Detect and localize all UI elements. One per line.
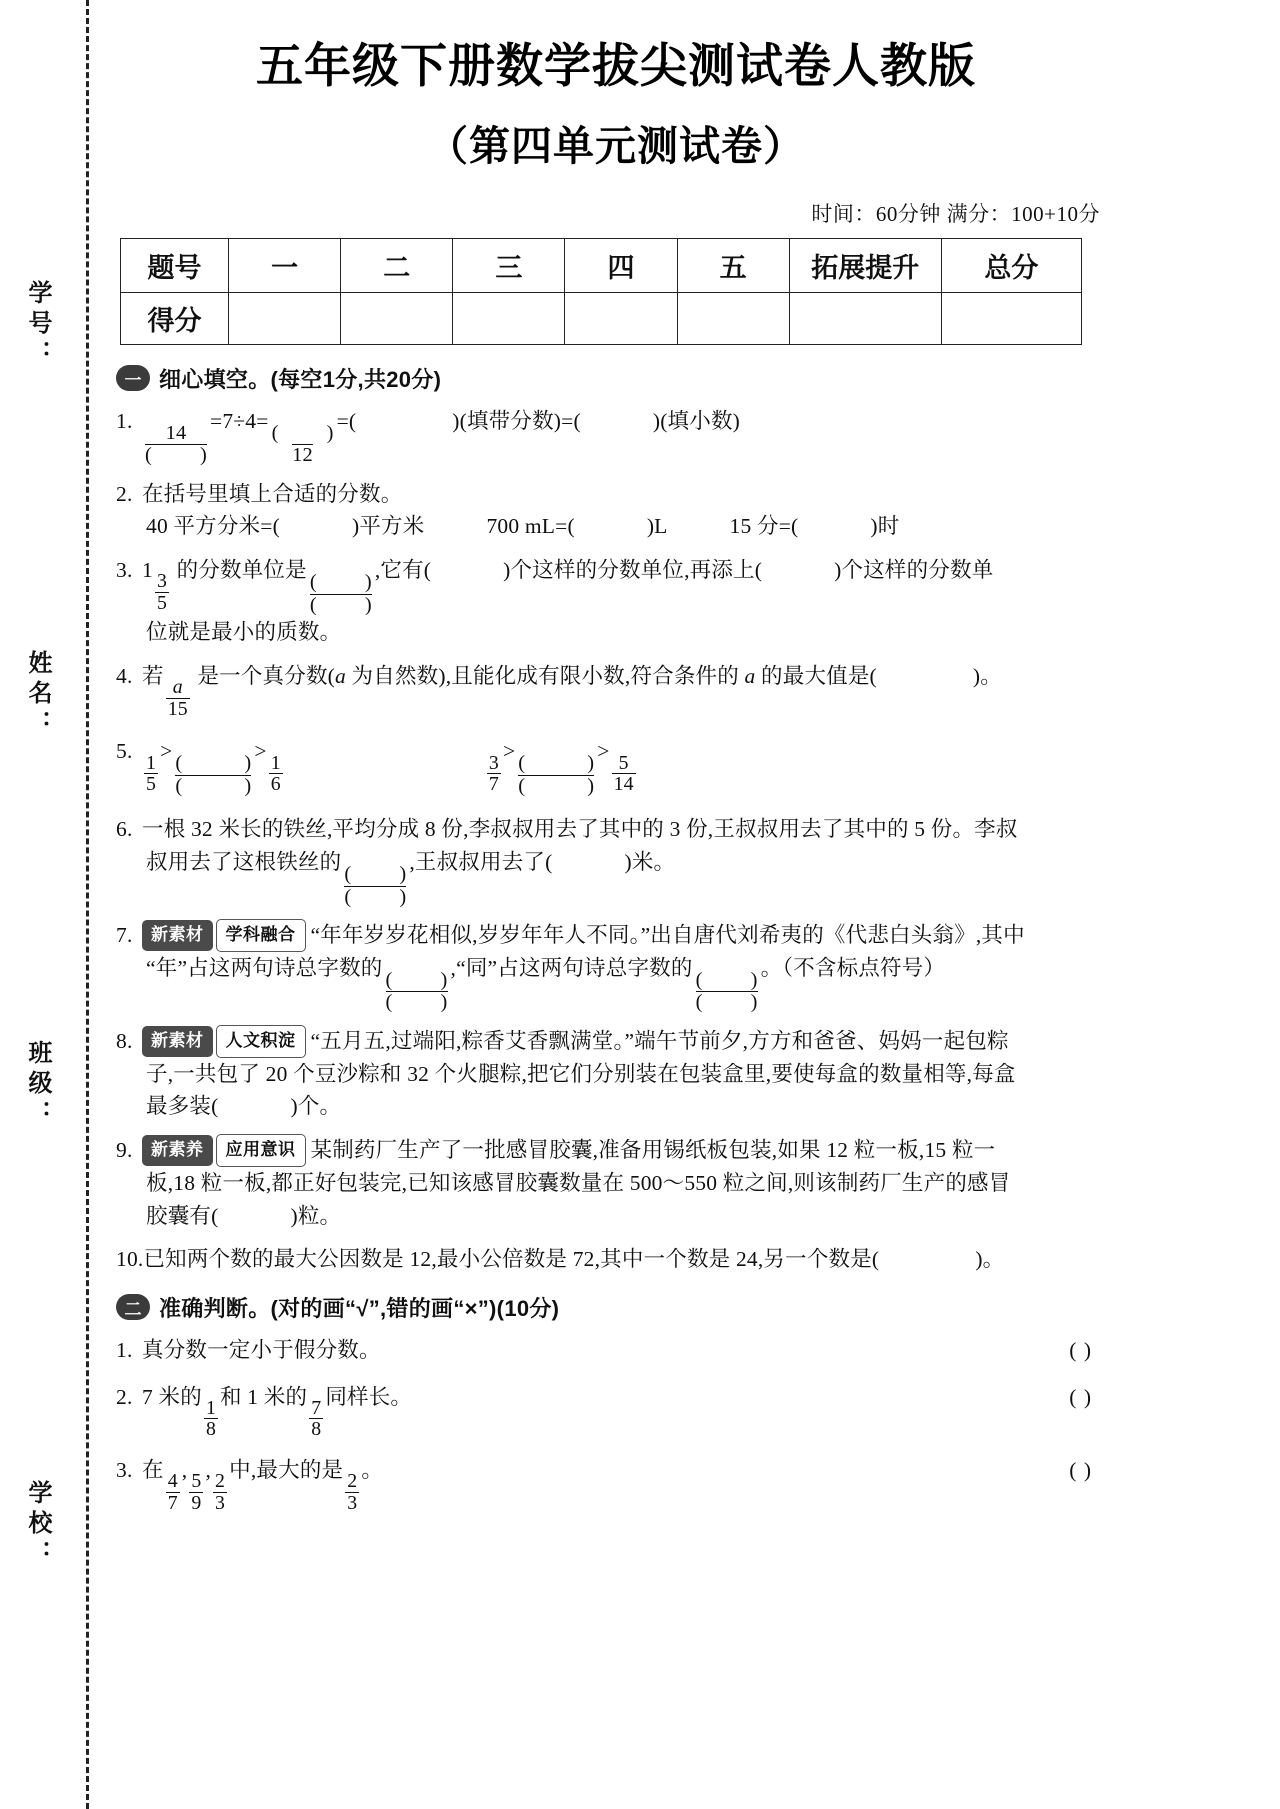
score-cell-1[interactable]: [229, 292, 341, 344]
q4-text-2: 为自然数),且能化成有限小数,符合条件的: [345, 663, 745, 688]
denominator: 5: [146, 773, 157, 796]
denominator: ( ): [518, 774, 595, 797]
score-cell-5[interactable]: [677, 292, 789, 344]
judge-question-1: [116, 1334, 1116, 1367]
q10-line-2: )。: [975, 1247, 1005, 1272]
q2-item-c-label: 15 分=(: [729, 514, 799, 539]
numerator: ( ): [309, 571, 372, 594]
fraction-a-over-15: [166, 677, 190, 719]
denominator: 12: [292, 444, 313, 467]
binding-dashed-line: [86, 0, 89, 1809]
question-1: [116, 405, 1116, 467]
question-number: 2.: [116, 481, 133, 506]
q3-text-2: ,它有(: [374, 558, 432, 583]
blank-fraction[interactable]: [696, 970, 758, 1014]
numerator: 1: [270, 751, 281, 774]
denominator: 9: [191, 1491, 202, 1514]
denominator: 5: [156, 591, 168, 614]
comma-1: ,: [181, 1458, 188, 1482]
q1-equation-part2: =(: [336, 408, 357, 433]
blank-fraction[interactable]: [175, 753, 251, 797]
denominator: 15: [167, 697, 188, 720]
q10-line-1: 已知两个数的最大公因数是 12,最小公倍数是 72,其中一个数是 24,另一个数是(: [143, 1247, 880, 1272]
q6-line-2a: 叔用去了这根铁丝的: [146, 849, 342, 874]
numerator: 3: [488, 751, 499, 774]
score-col-4: 四: [565, 238, 677, 292]
score-table-row-label-2: 得分: [121, 292, 229, 344]
q6-line-2c: )米。: [624, 849, 676, 874]
score-cell-4[interactable]: [565, 292, 677, 344]
q7-line-2a: “年”占这两句诗总字数的: [146, 955, 383, 980]
whole-part: 1: [142, 558, 153, 583]
denominator: ( ): [145, 444, 207, 467]
judge-q3-text-0: 在: [142, 1458, 164, 1482]
q3-text-4: )个这样的分数单: [834, 558, 994, 583]
score-cell-total[interactable]: [941, 292, 1081, 344]
denominator: ( ): [695, 991, 758, 1014]
q8-line-3a: 最多装(: [146, 1094, 219, 1119]
table-row-header: [121, 238, 1082, 292]
q9-line-1: 某制药厂生产了一批感冒胶囊,准备用锡纸板包装,如果 12 粒一板,15 粒一: [310, 1138, 996, 1163]
q3-text-1: 的分数单位是: [176, 558, 307, 583]
denominator: 3: [215, 1491, 226, 1514]
fraction-5-9: [189, 1471, 203, 1513]
blank-fraction[interactable]: [518, 753, 594, 797]
variable-a: a: [335, 663, 346, 688]
fraction-1-6: [269, 753, 283, 795]
fraction-blank-over-12[interactable]: [272, 423, 334, 467]
blank-fraction[interactable]: [310, 572, 372, 616]
question-10: [116, 1243, 1116, 1276]
answer-parentheses[interactable]: ( ): [1069, 1384, 1092, 1409]
q9-line-3a: 胶囊有(: [146, 1203, 219, 1228]
score-col-5: 五: [677, 238, 789, 292]
side-label-class: 班级：: [24, 1040, 51, 1130]
numerator: 7: [311, 1396, 322, 1419]
score-table-row-label-1: 题号: [121, 238, 229, 292]
numerator: 5: [191, 1470, 202, 1493]
numerator: 2: [215, 1470, 226, 1493]
score-cell-2[interactable]: [341, 292, 453, 344]
question-6: [116, 813, 1116, 908]
judge-q2-text-2: 同样长。: [325, 1384, 413, 1409]
side-label-school: 学校：: [24, 1480, 51, 1570]
blank-fraction[interactable]: [386, 970, 448, 1014]
q2-item-b-label: 700 mL=(: [486, 514, 575, 539]
question-number: 9.: [116, 1138, 133, 1163]
side-label-name: 姓名：: [24, 650, 51, 740]
numerator: 1: [146, 751, 157, 774]
question-number: 3.: [116, 558, 133, 583]
score-col-2: 二: [341, 238, 453, 292]
table-row-scores: [121, 292, 1082, 344]
tag-new-material: 新素材: [142, 1026, 213, 1057]
fraction-2-3: [213, 1471, 227, 1513]
q7-line-1: “年年岁岁花相似,岁岁年年人不同。”出自唐代刘希夷的《代悲白头翁》,其中: [310, 923, 1025, 948]
variable-a: a: [744, 663, 756, 688]
section-header-fill-in: [116, 363, 1116, 394]
q3-text-3: )个这样的分数单位,再添上(: [503, 558, 763, 583]
tag-application-awareness: 应用意识: [216, 1134, 306, 1167]
question-number: 1.: [116, 408, 133, 433]
score-table: [120, 238, 1082, 345]
q1-text-decimal: )(填小数): [652, 408, 741, 433]
fraction-2-3-answer: [345, 1471, 359, 1513]
q7-line-2c: 。（不含标点符号）: [760, 955, 946, 980]
section-header-judgement: [116, 1292, 1116, 1323]
q2-prompt: 在括号里填上合适的分数。: [142, 481, 403, 506]
score-cell-extension[interactable]: [789, 292, 941, 344]
question-number: 10.: [116, 1247, 144, 1272]
fraction-3-7: [487, 753, 501, 795]
section-title-1: 细心填空。(每空1分,共20分): [159, 366, 442, 392]
tag-new-material: 新素材: [142, 920, 213, 951]
question-4: [116, 660, 1116, 719]
question-number: 7.: [116, 923, 133, 948]
numerator: 5: [618, 751, 629, 774]
q3-line-2: 位就是最小的质数。: [146, 620, 342, 645]
tag-humanistic-accumulation: 人文积淀: [216, 1025, 306, 1058]
q9-line-3b: )粒。: [290, 1203, 342, 1228]
numerator: ( ): [271, 421, 334, 444]
judge-q2-text-0: 7 米的: [142, 1384, 202, 1409]
answer-parentheses[interactable]: ( ): [1069, 1337, 1092, 1362]
numerator: ( ): [344, 863, 407, 886]
denominator: 7: [167, 1491, 178, 1514]
q4-text-0: 若: [142, 663, 164, 688]
judge-question-2: [116, 1381, 1116, 1440]
q1-text-mixed: )(填带分数)=(: [452, 408, 581, 433]
numerator: ( ): [695, 969, 758, 992]
paper-body: [116, 0, 1116, 1513]
numerator: 3: [156, 570, 168, 593]
mixed-number-1-3-5: [142, 554, 171, 613]
fraction-5-14: [612, 753, 636, 795]
numerator: a: [172, 676, 183, 699]
q7-line-2b: ,“同”占这两句诗总字数的: [450, 955, 693, 980]
q2-item-a-label: 40 平方分米=(: [146, 514, 280, 539]
denominator: 3: [347, 1491, 358, 1514]
q4-text-3: 的最大值是(: [755, 663, 877, 688]
q9-line-2: 板,18 粒一板,都正好包装完,已知该感冒胶囊数量在 500～550 粒之间,则该制药厂生产的感冒: [146, 1170, 1011, 1195]
question-number: 8.: [116, 1028, 133, 1053]
denominator: 8: [205, 1418, 217, 1441]
q6-line-1: 一根 32 米长的铁丝,平均分成 8 份,李叔叔用去了其中的 3 份,王叔叔用去了其中的 5 份。李叔: [142, 817, 1018, 842]
q2-item-a-unit: )平方米: [351, 514, 425, 539]
denominator: ( ): [385, 991, 448, 1014]
q4-text-4: )。: [972, 663, 1002, 688]
denominator: 7: [488, 773, 499, 796]
question-number: 4.: [116, 663, 133, 688]
question-9: [116, 1134, 1116, 1232]
q8-line-2: 子,一共包了 20 个豆沙粽和 32 个火腿粽,把它们分别装在包装盒里,要使每盒的数量相等,每盒: [146, 1061, 1016, 1086]
question-3: [116, 554, 1116, 649]
q2-item-b-unit: )L: [646, 514, 668, 539]
tag-interdisciplinary: 学科融合: [216, 919, 306, 952]
score-col-1: 一: [229, 238, 341, 292]
score-cell-3[interactable]: [453, 292, 565, 344]
denominator: ( ): [175, 774, 252, 797]
denominator: 14: [613, 773, 634, 796]
question-number: 1.: [116, 1337, 133, 1362]
section-badge-2: 二: [116, 1294, 150, 1320]
numerator: ( ): [518, 752, 595, 775]
numerator: 14: [165, 421, 187, 444]
section-title-2: 准确判断。(对的画“√”,错的画“×”)(10分): [159, 1295, 560, 1321]
answer-parentheses[interactable]: ( ): [1069, 1458, 1092, 1482]
numerator: 4: [167, 1470, 178, 1493]
numerator: 2: [347, 1470, 358, 1493]
fraction-7-8: [309, 1398, 323, 1440]
page-subtitle: （第四单元测试卷）: [427, 122, 805, 169]
blank-fraction[interactable]: [344, 864, 406, 908]
q8-line-3b: )个。: [290, 1094, 342, 1119]
score-col-extension: 拓展提升: [789, 238, 941, 292]
fraction-4-7: [166, 1471, 180, 1513]
q2-item-c-unit: )时: [870, 514, 900, 539]
q1-equation-part1: =7÷4=: [210, 408, 269, 433]
numerator: ( ): [175, 752, 252, 775]
question-number: 3.: [116, 1458, 133, 1482]
denominator: 6: [270, 773, 281, 796]
question-8: [116, 1025, 1116, 1123]
fraction-3-5: [155, 571, 169, 613]
q8-line-1: “五月五,过端阳,粽香艾香飘满堂。”端午节前夕,方方和爸爸、妈妈一起包粽: [310, 1028, 1009, 1053]
judge-q3-text-2: 。: [361, 1458, 384, 1482]
numerator: ( ): [385, 969, 448, 992]
fraction-1-5: [144, 753, 158, 795]
fraction-14-over-blank[interactable]: [145, 423, 207, 467]
question-5: 5. $\frac{1}{5}$ > ( ) ( ) > $\frac{1}{6}$ $\frac{3}{7}$ > ( ) ( ) > $\frac{5}{14}$: [116, 735, 1116, 797]
score-col-total: 总分: [941, 238, 1081, 292]
question-2: [116, 478, 1116, 543]
q4-text-1: 是一个真分数(: [197, 663, 336, 688]
denominator: 8: [311, 1418, 322, 1441]
judge-question-3: [116, 1454, 1116, 1513]
question-7: [116, 919, 1116, 1014]
denominator: ( ): [344, 885, 407, 908]
page-title: 五年级下册数学拔尖测试卷人教版: [256, 41, 976, 93]
question-number: 2.: [116, 1384, 133, 1409]
comma-2: ,: [205, 1458, 212, 1482]
question-number: 6.: [116, 817, 133, 842]
fraction-1-8: [204, 1398, 218, 1440]
exam-meta-info: 时间：60分钟 满分：100+10分: [811, 201, 1100, 226]
judge-q2-text-1: 和 1 米的: [220, 1384, 308, 1409]
section-badge-1: 一: [116, 365, 150, 391]
q6-line-2b: ,王叔叔用去了(: [409, 849, 553, 874]
side-label-student-id: 学号：: [24, 280, 51, 370]
numerator: 1: [205, 1396, 217, 1419]
question-number: 5.: [116, 739, 133, 764]
tag-new-literacy: 新素养: [142, 1135, 213, 1166]
judge-q3-text-1: 中,最大的是: [229, 1458, 344, 1482]
denominator: ( ): [309, 593, 372, 616]
score-col-3: 三: [453, 238, 565, 292]
judge-q1-text: 真分数一定小于假分数。: [142, 1337, 381, 1362]
